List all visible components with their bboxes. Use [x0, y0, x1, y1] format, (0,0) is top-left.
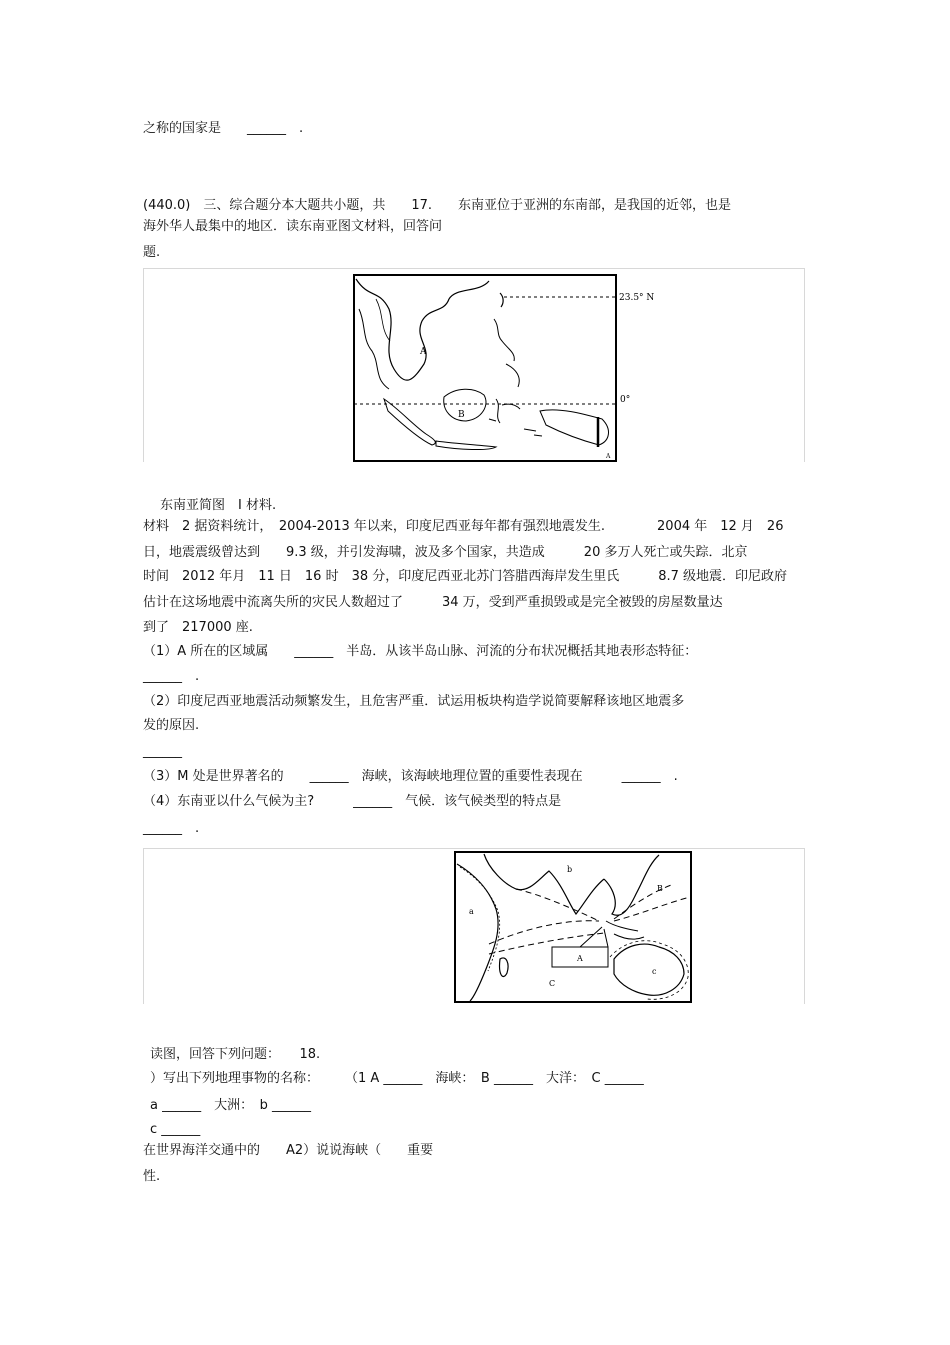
material-line-1: 材料 2 据资料统计， 2004-2013 年以来，印度尼西亚每年都有强烈地震发生. 2004 年 12 月 26 — [143, 519, 784, 534]
map2-label-c: c — [652, 967, 657, 976]
sub-question-1: （1）A 所在的区域属 ______ 半岛．从该半岛山脉、河流的分布状况概括其地表形态特征： — [143, 644, 698, 659]
question-18-part-2: 在世界海洋交通中的 A2）说说海峡（ 重要 — [143, 1143, 434, 1158]
figure-frame-2 — [143, 848, 805, 1004]
question-18-part-1: ）写出下列地理事物的名称： （1 A ______ 海峡： B ______ 大洋： C ______ — [150, 1071, 644, 1086]
map2-label-a: a — [469, 907, 474, 916]
map1-label-b: B — [458, 410, 465, 420]
material-line-3: 时间 2012 年月 11 日 16 时 38 分，印度尼西亚北苏门答腊西海岸发生里氏 8.7 级地震．印尼政府 — [143, 569, 788, 584]
material-line-5: 到了 217000 座. — [143, 620, 253, 635]
figure-frame-1 — [143, 268, 805, 462]
sub-question-2-cont: 发的原因. — [143, 718, 200, 733]
southeast-asia-map — [144, 269, 804, 462]
answer-blank-2: ______ — [143, 744, 182, 759]
sub-question-3: （3）M 处是世界著名的 ______ 海峡，该海峡地理位置的重要性表现在 ______ . — [143, 769, 678, 784]
map2-box-label: A — [577, 954, 583, 963]
sub-question-2: （2）印度尼西亚地震活动频繁发生，且危害严重．试运用板块构造学说简要解释该地区地震多 — [143, 694, 685, 709]
line-1: 之称的国家是 ______ . — [143, 121, 304, 136]
answer-blank-4: ______ . — [143, 821, 200, 836]
tropic-label: 23.5° N — [619, 293, 655, 303]
line-4: 题. — [143, 245, 161, 260]
map2-label-big-b: B — [657, 884, 663, 893]
answer-blank-1: ______ . — [143, 669, 200, 684]
figure-1-caption: 东南亚简图 Ⅰ 材料. — [160, 498, 277, 513]
map2-label-big-c: C — [549, 979, 556, 988]
material-line-2: 日，地震震级曾达到 9.3 级，并引发海啸，波及多个国家，共造成 20 多万人死亡或失踪．北京 — [143, 545, 748, 560]
question-17-stem: (440.0) 三、综合题分本大题共小题，共 17. 东南亚位于亚洲的东南部，是我国的近邻，也是 — [143, 198, 732, 213]
map1-label-a: A — [420, 347, 427, 357]
indian-ocean-map — [144, 849, 804, 1004]
question-18-part-1-c: c ______ — [150, 1122, 201, 1137]
question-18-part-2-cont: 性. — [143, 1169, 161, 1184]
equator-label: 0° — [620, 395, 631, 405]
map1-corner-label: A — [606, 453, 611, 460]
line-3: 海外华人最集中的地区．读东南亚图文材料，回答问 — [143, 219, 443, 234]
material-line-4: 估计在这场地震中流离失所的灾民人数超过了 34 万，受到严重损毁或是完全被毁的房屋数量达 — [143, 595, 723, 610]
map2-label-b: b — [567, 865, 573, 874]
question-18-stem: 读图，回答下列问题： 18. — [150, 1047, 321, 1062]
sub-question-4: （4）东南亚以什么气候为主? ______ 气候．该气候类型的特点是 — [143, 794, 562, 809]
question-18-part-1-cont: a ______ 大洲： b ______ — [150, 1098, 311, 1113]
